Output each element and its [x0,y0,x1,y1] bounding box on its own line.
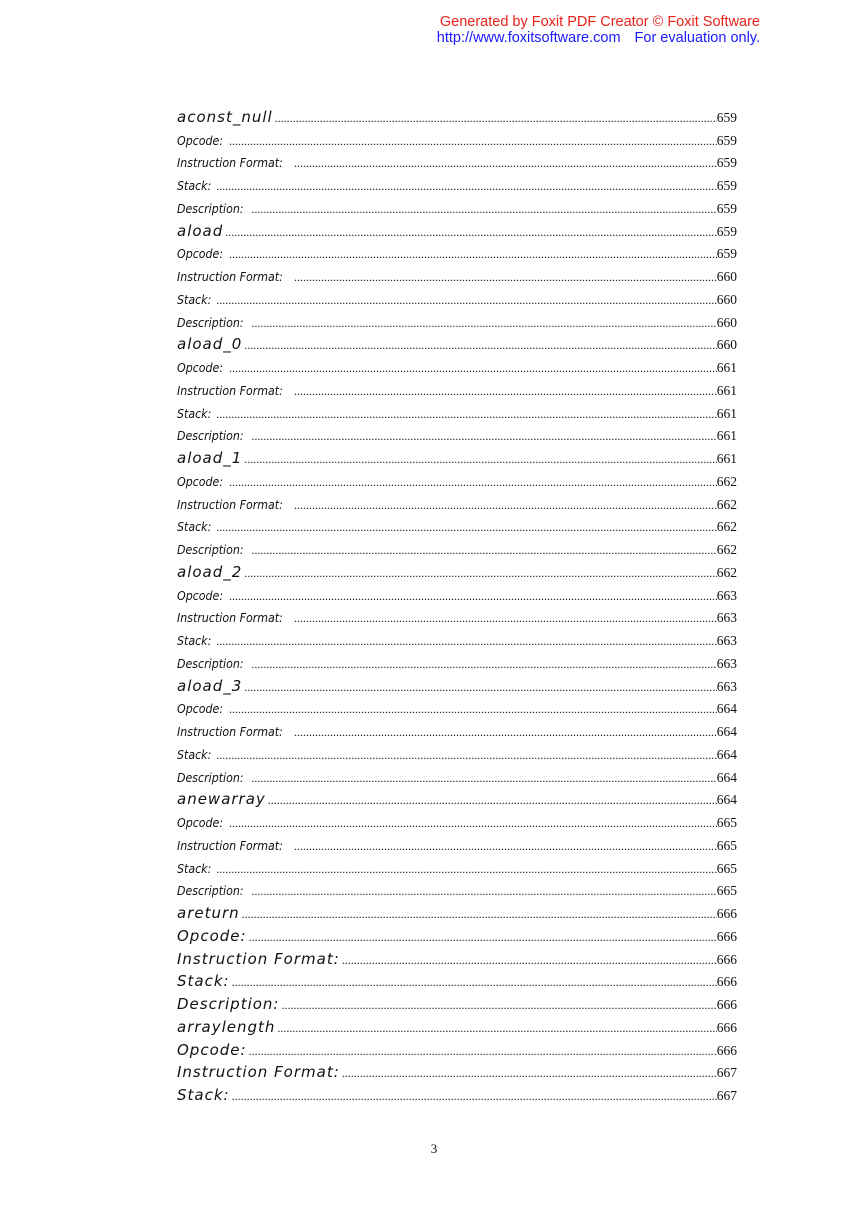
toc-entry-label: Instruction Format: [177,949,340,968]
toc-entry-label: Stack: [177,179,212,193]
toc-entry-label: Opcode: [177,1040,247,1059]
toc-entry-page-number: 659 [716,178,737,193]
toc-entry-page-number: 659 [716,132,737,148]
toc-entry-label: Description: [177,656,244,671]
toc-dot-leader [294,156,717,170]
toc-dot-leader [277,1021,716,1035]
toc-entry-page-number: 666 [716,951,737,967]
toc-dot-leader [249,1044,717,1058]
toc-entry[interactable] [177,1083,737,1106]
toc-entry[interactable] [177,583,737,606]
toc-entry[interactable] [177,1061,737,1084]
toc-entry-label: Stack: [177,520,212,535]
toc-entry-page-number: 663 [716,633,737,648]
toc-entry[interactable] [177,606,737,629]
toc-entry-label: Opcode: [177,247,224,262]
toc-entry-page-number: 659 [716,109,737,125]
toc-entry-page-number: 659 [716,246,737,262]
toc-entry[interactable] [177,879,737,902]
toc-entry-page-number: 660 [716,291,737,307]
page-number: 3 [430,1141,438,1156]
toc-entry-label: aconst_null [177,107,273,126]
toc-entry-label: aload_2 [177,562,243,581]
toc-entry-page-number: 664 [716,769,737,785]
toc-entry-page-number: 665 [716,860,737,876]
toc-dot-leader [249,930,717,944]
toc-entry-page-number: 663 [716,655,737,671]
toc-dot-leader [216,179,716,193]
toc-entry-label: Stack: [177,292,212,307]
toc-entry-label: Description: [177,315,244,330]
toc-entry-label: Instruction Format: [177,383,283,398]
toc-entry-page-number: 662 [716,496,737,512]
toc-entry-page-number: 660 [716,314,737,330]
toc-dot-leader [216,748,716,762]
toc-dot-leader [216,862,716,876]
toc-entry[interactable] [177,173,737,196]
toc-entry[interactable] [177,719,737,742]
toc-dot-leader [216,293,716,307]
toc-dot-leader [229,589,717,603]
toc-entry[interactable] [177,492,737,515]
toc-dot-leader [294,498,717,512]
toc-dot-leader [232,1089,717,1103]
toc-entry-page-number: 660 [716,269,737,284]
toc-entry-page-number: 664 [716,746,737,762]
toc-entry-page-number: 661 [716,360,737,375]
toc-entry-label: Instruction Format: [177,1063,340,1082]
toc-dot-leader [244,338,716,352]
toc-dot-leader [251,202,716,216]
toc-entry[interactable] [177,446,737,469]
toc-entry[interactable] [177,697,737,720]
toc-entry-label: Description: [177,429,244,444]
toc-entry[interactable] [177,788,737,811]
watermark-line1: Generated by Foxit PDF Creator © Foxit Software [439,14,760,30]
toc-entry[interactable] [177,469,737,492]
toc-entry-label: Opcode: [177,133,224,148]
toc-entry-page-number: 661 [716,451,737,466]
toc-entry-page-number: 667 [716,1065,737,1081]
toc-dot-leader [216,634,716,648]
toc-entry-label: Stack: [177,634,212,648]
toc-entry[interactable] [177,856,737,879]
toc-entry[interactable] [177,537,737,560]
toc-entry-label: Stack: [177,972,230,991]
toc-entry[interactable] [177,151,737,174]
toc-entry-label: Instruction Format: [177,497,283,512]
toc-entry[interactable] [177,1038,737,1061]
toc-entry[interactable] [177,310,737,333]
toc-entry[interactable] [177,128,737,151]
toc-entry-label: Instruction Format: [177,838,283,853]
toc-entry-label: Opcode: [177,926,247,945]
toc-dot-leader [244,680,716,694]
toc-entry-page-number: 666 [716,928,737,944]
toc-entry[interactable] [177,355,737,378]
toc-dot-leader [232,975,717,989]
toc-entry[interactable] [177,287,737,310]
toc-entry-page-number: 663 [716,678,737,694]
toc-entry-page-number: 665 [716,883,737,899]
toc-dot-leader [251,657,716,671]
toc-entry-page-number: 666 [716,974,737,990]
toc-dot-leader [251,771,716,785]
toc-entry[interactable] [177,333,737,356]
toc-entry-label: aload_0 [177,335,243,354]
toc-entry-page-number: 662 [716,564,737,580]
toc-dot-leader [251,316,716,330]
toc-entry-page-number: 663 [716,587,737,603]
toc-dot-leader [216,520,716,534]
toc-dot-leader [294,270,717,284]
toc-entry-page-number: 661 [716,428,737,444]
toc-entry-page-number: 663 [716,610,737,626]
toc-entry-label: Stack: [177,861,212,876]
toc-dot-leader [342,953,717,967]
toc-entry[interactable] [177,196,737,219]
toc-dot-leader [225,225,717,239]
toc-dot-leader [268,793,717,807]
toc-entry-page-number: 664 [716,724,737,739]
toc-entry[interactable] [177,742,737,765]
toc-entry-label: Instruction Format: [177,270,283,284]
toc-entry-page-number: 665 [716,837,737,853]
toc-dot-leader [244,452,716,466]
toc-entry-page-number: 661 [716,405,737,421]
toc-entry[interactable] [177,242,737,265]
toc-entry-page-number: 667 [716,1088,737,1103]
toc-entry[interactable] [177,810,737,833]
toc-entry-label: Description: [177,884,244,899]
toc-entry-label: Opcode: [177,474,224,489]
toc-dot-leader [251,543,716,557]
toc-dot-leader [294,611,717,625]
toc-entry[interactable] [177,378,737,401]
toc-entry-page-number: 660 [716,337,737,353]
watermark-evaluation-note: For evaluation only. [634,30,760,46]
toc-entry-page-number: 666 [716,1019,737,1035]
toc-dot-leader [229,134,717,148]
toc-entry-label: Description: [177,770,244,785]
toc-entry-label: Description: [177,201,244,216]
toc-entry-label: anewarray [177,790,266,809]
toc-dot-leader [242,907,717,921]
toc-dot-leader [229,816,717,830]
toc-entry-label: Opcode: [177,702,224,717]
toc-entry[interactable] [177,401,737,424]
toc-entry-label: areturn [177,904,240,922]
toc-entry-page-number: 659 [716,223,737,239]
toc-entry-page-number: 665 [716,815,737,830]
toc-dot-leader [294,725,717,739]
toc-entry-page-number: 659 [716,200,737,216]
toc-entry-page-number: 666 [716,906,737,921]
toc-entry-label: Instruction Format: [177,725,283,739]
toc-entry[interactable] [177,970,737,993]
toc-entry-page-number: 662 [716,473,737,489]
toc-entry-label: arraylength [177,1017,276,1036]
toc-entry[interactable] [177,105,737,128]
toc-entry[interactable] [177,992,737,1015]
toc-entry[interactable] [177,1015,737,1038]
toc-entry-page-number: 664 [716,792,737,808]
toc-entry[interactable] [177,628,737,651]
toc-entry[interactable] [177,651,737,674]
toc-entry[interactable] [177,833,737,856]
toc-entry[interactable] [177,947,737,970]
toc-entry-page-number: 666 [716,997,737,1012]
toc-entry-label: aload [177,221,224,240]
toc-entry-label: Description: [177,995,280,1013]
toc-dot-leader [229,361,717,375]
toc-dot-leader [229,247,717,261]
toc-entry-label: Opcode: [177,816,224,830]
toc-dot-leader [244,566,716,580]
toc-entry-label: Stack: [177,1086,230,1104]
toc-entry[interactable] [177,264,737,287]
toc-entry[interactable] [177,674,737,697]
toc-entry[interactable] [177,765,737,788]
toc-entry-label: Opcode: [177,588,224,603]
toc-entry-label: aload_3 [177,676,243,695]
toc-entry[interactable] [177,219,737,242]
toc-dot-leader [281,998,716,1012]
toc-dot-leader [229,475,717,489]
foxit-watermark [380,14,760,46]
toc-dot-leader [342,1066,717,1080]
toc-dot-leader [229,702,717,716]
toc-entry-page-number: 666 [716,1042,737,1058]
toc-entry[interactable] [177,515,737,538]
toc-entry-page-number: 662 [716,519,737,535]
toc-entry-label: Opcode: [177,361,224,375]
toc-entry-label: Instruction Format: [177,156,283,171]
toc-entry-label: Stack: [177,406,212,421]
toc-entry-label: Description: [177,543,244,557]
toc-entry-page-number: 661 [716,382,737,398]
toc-dot-leader [251,884,716,898]
toc-dot-leader [216,407,716,421]
toc-dot-leader [294,839,717,853]
toc-entry[interactable] [177,924,737,947]
toc-entry[interactable] [177,560,737,583]
toc-entry[interactable] [177,424,737,447]
table-of-contents [177,105,737,1106]
toc-entry-page-number: 659 [716,155,737,171]
toc-entry-label: aload_1 [177,449,243,467]
toc-dot-leader [251,429,716,443]
toc-entry[interactable] [177,901,737,924]
toc-entry-page-number: 664 [716,701,737,717]
watermark-line2 [380,30,760,46]
watermark-url-link[interactable]: http://www.foxitsoftware.com [436,30,621,46]
toc-entry-label: Instruction Format: [177,611,283,626]
toc-entry-label: Stack: [177,747,212,762]
toc-dot-leader [294,384,717,398]
toc-entry-page-number: 662 [716,542,737,557]
toc-dot-leader [275,111,717,125]
